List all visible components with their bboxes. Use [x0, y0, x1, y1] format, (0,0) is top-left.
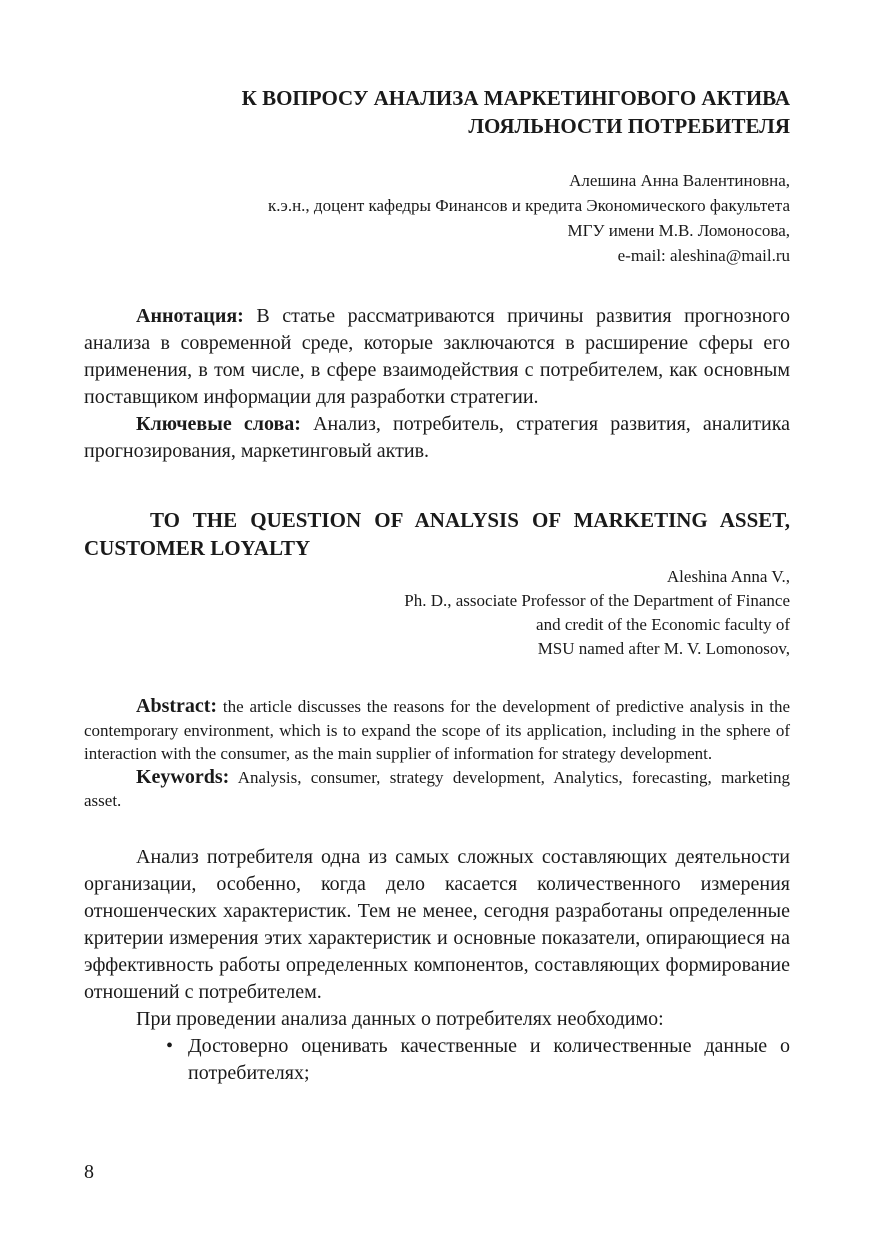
russian-author-block — [84, 168, 790, 268]
author-email: e-mail: aleshina@mail.ru — [617, 246, 790, 265]
english-abstract — [84, 695, 790, 766]
english-affiliation-2: and credit of the Economic faculty of — [536, 615, 790, 634]
english-keywords-label: Keywords: — [136, 765, 230, 788]
english-affiliation-3: MSU named after M. V. Lomonosov, — [537, 639, 790, 658]
english-affiliation-1: Ph. D., associate Professor of the Department of Finance — [404, 591, 790, 610]
list-item-text: Достоверно оценивать качественные и количественные данные о потребителях; — [188, 1034, 790, 1084]
bullet-icon: • — [166, 1034, 174, 1057]
article-page — [84, 84, 790, 1087]
russian-title-line-1: К ВОПРОСУ АНАЛИЗА МАРКЕТИНГОВОГО АКТИВА — [241, 86, 790, 110]
page-number: 8 — [84, 1161, 94, 1183]
list-item — [84, 1033, 790, 1087]
russian-annotation — [84, 303, 790, 411]
english-author-name: Aleshina Anna V., — [666, 567, 790, 586]
body-paragraph-1: Анализ потребителя одна из самых сложных составляющих деятельности организации, особенно, когда дело касается количественного измерения отношенческих характеристик. Тем не менее, сегодня разработаны определенные критерии измерения этих характеристик и основные показатели, опирающиеся на эффективность работы определенных компонентов, составляющих формирование отношений с потребителем. — [84, 845, 790, 1003]
russian-author-name: Алешина Анна Валентиновна, — [569, 171, 790, 190]
russian-keywords-text: Анализ, потребитель, стратегия развития, аналитика прогнозирования, маркетинговый актив. — [84, 413, 790, 462]
russian-affiliation-1: к.э.н., доцент кафедры Финансов и кредита Экономического факультета — [268, 196, 790, 215]
russian-keywords-label: Ключевые слова: — [136, 413, 301, 435]
body-paragraph-2: При проведении анализа данных о потребителях необходимо: — [136, 1007, 664, 1030]
english-author-block — [84, 565, 790, 661]
abstract-text: the article discusses the reasons for the development of predictive analysis in the contemporary environment, which is to expand the scope of its application, including in the sphere of interaction with the consumer, as the main supplier of information for strategy development. — [84, 697, 790, 763]
russian-title — [84, 84, 790, 140]
annotation-label: Аннотация: — [136, 305, 244, 327]
english-title: TO THE QUESTION OF ANALYSIS OF MARKETING ASSET, CUSTOMER LOYALTY — [84, 508, 790, 560]
english-keywords-text: Analysis, consumer, strategy development, Analytics, forecasting, marketing asset. — [84, 767, 790, 810]
abstract-label: Abstract: — [136, 695, 218, 717]
russian-affiliation-2: МГУ имени М.В. Ломоносова, — [567, 221, 790, 240]
russian-title-line-2: ЛОЯЛЬНОСТИ ПОТРЕБИТЕЛЯ — [468, 114, 790, 138]
russian-keywords — [84, 411, 790, 465]
requirements-list — [84, 1033, 790, 1087]
annotation-text: В статье рассматриваются причины развития прогнозного анализа в современной среде, которые заключаются в расширение сферы его применения, в том числе, в сфере взаимодействия с потребителем, как основным поставщиком информации для разработки стратегии. — [84, 305, 790, 408]
english-keywords — [84, 766, 790, 813]
